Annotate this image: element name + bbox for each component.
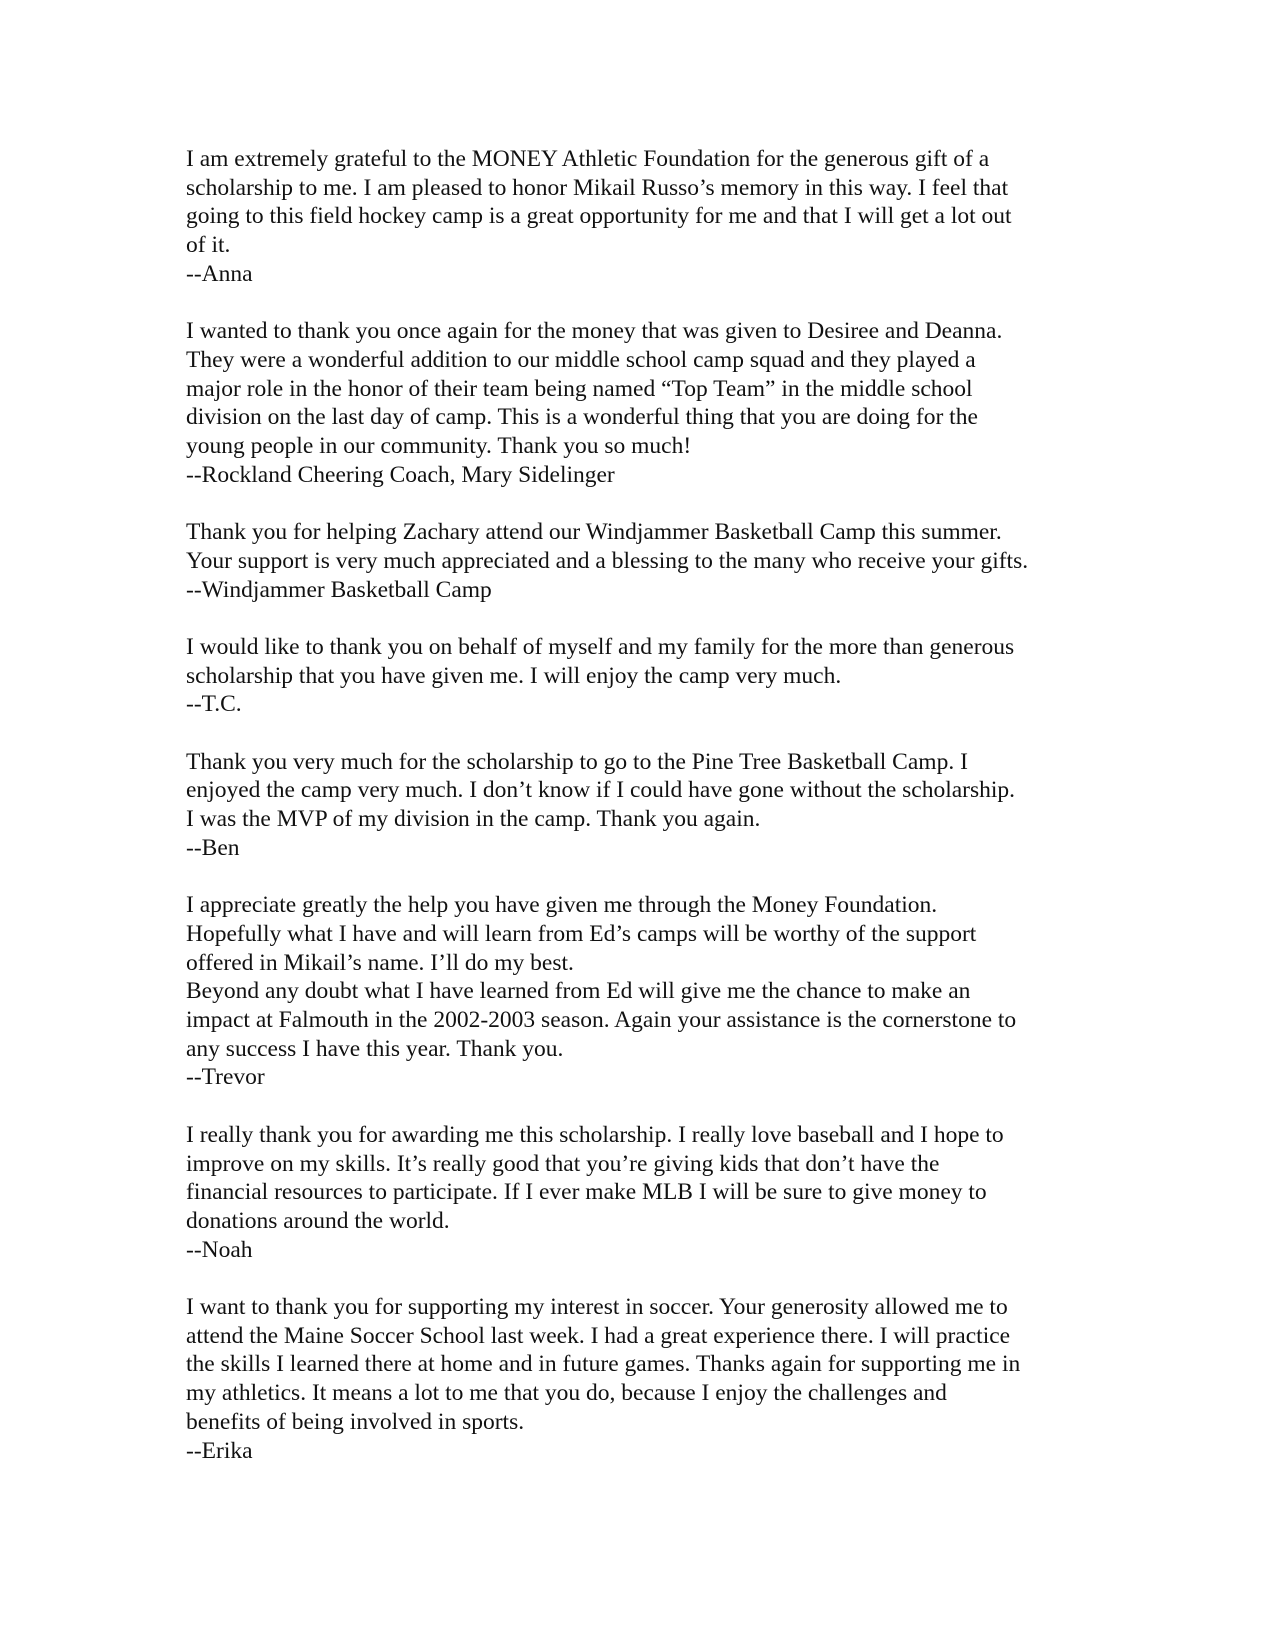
testimonial-line: impact at Falmouth in the 2002-2003 season. Again your assistance is the cornerstone to <box>186 1007 1017 1034</box>
testimonial-entry <box>186 1121 1106 1265</box>
testimonial-line: going to this field hockey camp is a great opportunity for me and that I will get a lot out <box>186 203 1012 230</box>
testimonial-signature: --Erika <box>186 1437 253 1464</box>
testimonial-list <box>186 145 1106 1494</box>
testimonial-line: improve on my skills. It’s really good that you’re giving kids that don’t have the <box>186 1150 940 1177</box>
testimonial-line: benefits of being involved in sports. <box>186 1408 525 1435</box>
testimonial-line: Thank you for helping Zachary attend our Windjammer Basketball Camp this summer. <box>186 519 1002 546</box>
testimonial-signature: --Trevor <box>186 1064 265 1091</box>
testimonial-line: offered in Mikail’s name. I’ll do my best. <box>186 949 574 976</box>
testimonial-line: any success I have this year. Thank you. <box>186 1035 564 1062</box>
testimonial-line: enjoyed the camp very much. I don’t know if I could have gone without the scholarship. <box>186 777 1016 804</box>
testimonial-line: of it. <box>186 232 231 259</box>
testimonial-line: scholarship to me. I am pleased to honor Mikail Russo’s memory in this way. I feel that <box>186 174 1009 201</box>
testimonial-line: I appreciate greatly the help you have given me through the Money Foundation. <box>186 892 938 919</box>
testimonial-entry <box>186 317 1106 489</box>
testimonial-line: Hopefully what I have and will learn from Ed’s camps will be worthy of the support <box>186 920 977 947</box>
testimonial-line: Your support is very much appreciated and a blessing to the many who receive your gifts. <box>186 547 1029 574</box>
testimonial-line: my athletics. It means a lot to me that you do, because I enjoy the challenges and <box>186 1380 947 1407</box>
testimonial-line: Beyond any doubt what I have learned from Ed will give me the chance to make an <box>186 978 971 1005</box>
testimonial-line: young people in our community. Thank you so much! <box>186 433 692 460</box>
testimonial-signature: --Noah <box>186 1236 253 1263</box>
testimonial-line: scholarship that you have given me. I will enjoy the camp very much. <box>186 662 842 689</box>
testimonial-signature: --Rockland Cheering Coach, Mary Sidelinger <box>186 461 615 488</box>
testimonial-line: attend the Maine Soccer School last week. I had a great experience there. I will practice <box>186 1322 1011 1349</box>
testimonial-line: I would like to thank you on behalf of myself and my family for the more than generous <box>186 633 1015 660</box>
testimonial-line: Thank you very much for the scholarship to go to the Pine Tree Basketball Camp. I <box>186 748 968 775</box>
testimonial-entry <box>186 518 1106 604</box>
testimonial-signature: --Ben <box>186 834 240 861</box>
testimonial-line: the skills I learned there at home and in future games. Thanks again for supporting me in <box>186 1351 1021 1378</box>
testimonial-signature: --T.C. <box>186 691 242 718</box>
testimonial-signature: --Windjammer Basketball Camp <box>186 576 492 603</box>
testimonial-line: I want to thank you for supporting my interest in soccer. Your generosity allowed me to <box>186 1294 1008 1321</box>
testimonial-line: I was the MVP of my division in the camp. Thank you again. <box>186 806 761 833</box>
testimonial-entry <box>186 891 1106 1092</box>
testimonial-line: I am extremely grateful to the MONEY Athletic Foundation for the generous gift of a <box>186 146 990 172</box>
testimonial-entry <box>186 633 1106 719</box>
testimonial-line: I wanted to thank you once again for the money that was given to Desiree and Deanna. <box>186 318 1003 345</box>
testimonial-line: division on the last day of camp. This is a wonderful thing that you are doing for the <box>186 404 978 431</box>
testimonial-entry <box>186 145 1106 289</box>
testimonial-line: financial resources to participate. If I ever make MLB I will be sure to give money to <box>186 1179 987 1206</box>
testimonial-line: They were a wonderful addition to our middle school camp squad and they played a <box>186 346 976 373</box>
testimonial-entry <box>186 1293 1106 1465</box>
testimonial-line: donations around the world. <box>186 1207 450 1234</box>
testimonial-line: I really thank you for awarding me this scholarship. I really love baseball and I hope to <box>186 1121 1004 1148</box>
testimonial-entry <box>186 748 1106 863</box>
testimonial-line: major role in the honor of their team being named “Top Team” in the middle school <box>186 375 973 402</box>
testimonial-signature: --Anna <box>186 260 253 287</box>
